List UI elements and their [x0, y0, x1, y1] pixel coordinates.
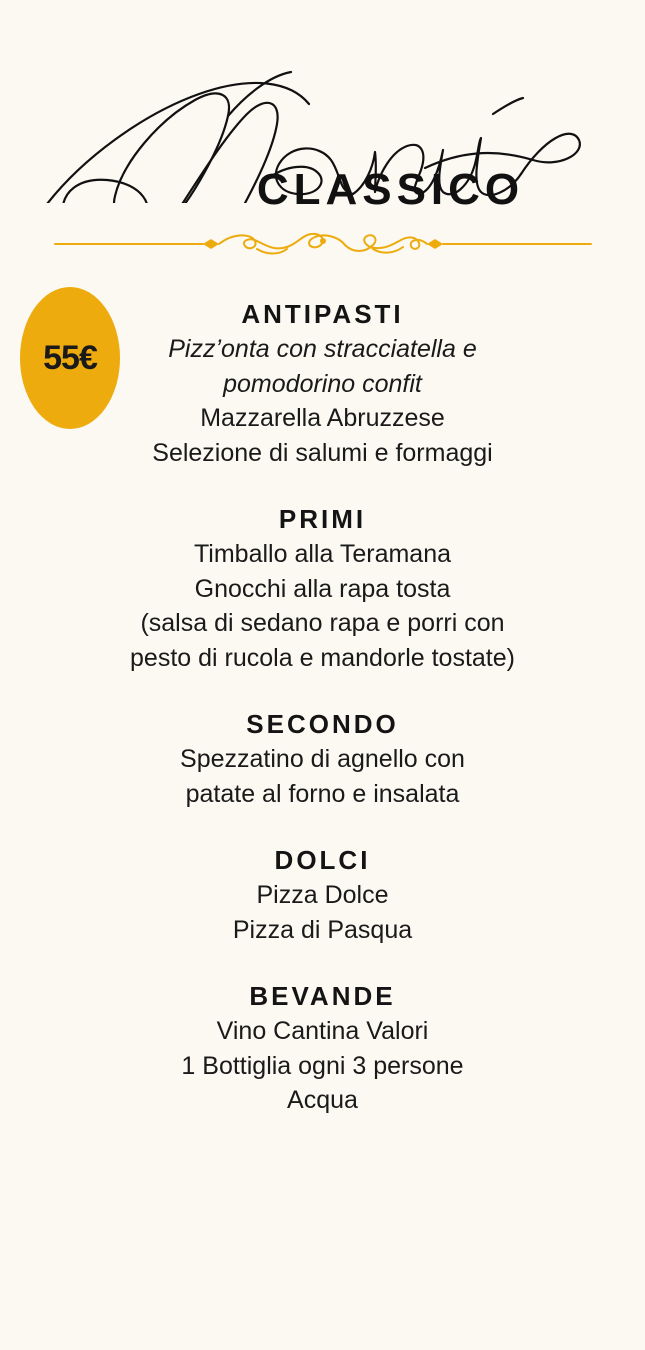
menu-section-secondo — [0, 709, 645, 811]
section-title-antipasti: ANTIPASTI — [241, 299, 404, 329]
menu-script-title — [0, 28, 645, 203]
menu-section-bevande — [0, 981, 645, 1118]
menu-item: Pizza di Pasqua — [232, 915, 413, 944]
section-title-dolci: DOLCI — [274, 845, 371, 875]
section-title-bevande: BEVANDE — [249, 981, 396, 1011]
menu-item: Mazzarella Abruzzese — [200, 404, 445, 432]
section-title-primi: PRIMI — [278, 504, 367, 534]
menu-item: Spezzatino di agnello con — [180, 745, 465, 773]
menu-item: pomodorino confit — [223, 369, 422, 398]
menu-item: Selezione di salumi e formaggi — [152, 438, 493, 467]
ornament-divider — [53, 231, 593, 257]
price-value: 55€ — [43, 338, 97, 377]
menu-subtitle: CLASSICO — [256, 165, 525, 214]
menu-item: Pizza Dolce — [256, 881, 389, 909]
menu-item: Gnocchi alla rapa tosta — [194, 574, 451, 603]
menu-header — [0, 0, 645, 257]
menu-section-antipasti — [0, 299, 645, 470]
menu-item: patate al forno e insalata — [185, 779, 460, 808]
menu-section-dolci — [0, 845, 645, 947]
menu-item: Pizz’onta con stracciatella e — [168, 335, 477, 363]
menu-sections — [0, 299, 645, 1118]
menu-item: Timballo alla Teramana — [193, 540, 452, 568]
menu-item: (salsa di sedano rapa e porri con — [140, 609, 505, 637]
menu-item: pesto di rucola e mandorle tostate) — [130, 643, 515, 672]
section-title-secondo: SECONDO — [246, 709, 399, 739]
menu-item: 1 Bottiglia ogni 3 persone — [181, 1051, 464, 1080]
menu-section-primi — [0, 504, 645, 675]
menu-item: Acqua — [287, 1086, 358, 1114]
menu-item: Vino Cantina Valori — [216, 1017, 429, 1045]
